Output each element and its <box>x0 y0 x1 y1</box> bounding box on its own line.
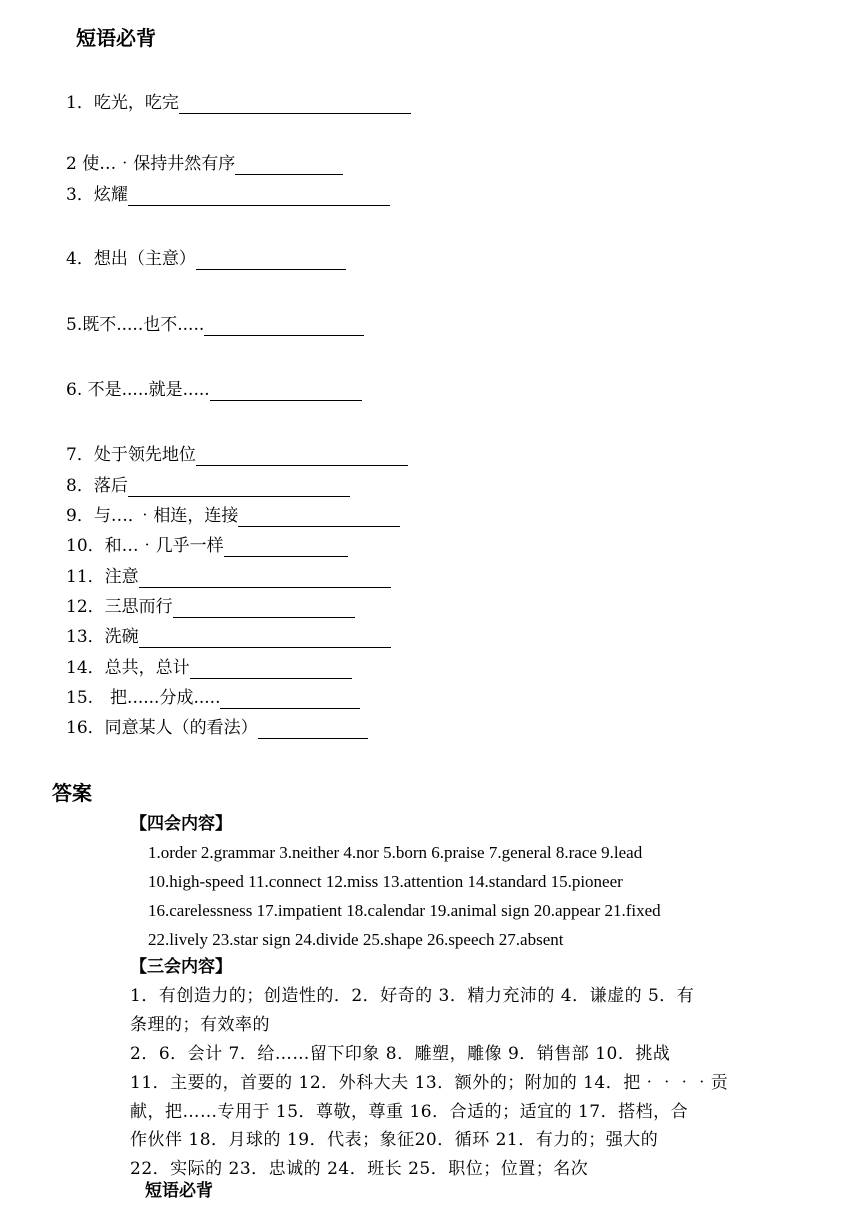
answer-blank[interactable] <box>128 187 390 206</box>
answers-heading: 答案 <box>52 781 92 805</box>
question-item <box>66 596 355 618</box>
answer-line: 11．主要的，首要的 12．外科大夫 13．额外的；附加的 14．把‧‧‧‧贡 <box>130 1073 729 1093</box>
answer-blank[interactable] <box>139 569 391 588</box>
answer-line: 10.high-speed 11.connect 12.miss 13.attention 14.standard 15.pioneer <box>148 872 623 891</box>
question-label: 7．处于领先地位 <box>66 445 196 465</box>
answer-line: 条理的；有效率的 <box>130 1015 270 1035</box>
question-label: 1．吃光，吃完 <box>66 93 179 113</box>
question-item <box>66 717 368 739</box>
answer-line: 22.lively 23.star sign 24.divide 25.shape 26.speech 27.absent <box>148 930 564 949</box>
question-item <box>66 153 343 175</box>
question-label: 2 使…‧保持井然有序 <box>66 154 236 174</box>
question-item <box>66 379 362 401</box>
answer-blank[interactable] <box>204 317 364 336</box>
section-title-three-skills: 【三会内容】 <box>130 957 232 977</box>
answer-blank[interactable] <box>196 447 408 466</box>
answer-line: 22．实际的 23．忠诚的 24．班长 25．职位；位置；名次 <box>130 1159 589 1179</box>
question-label: 13．洗碗 <box>66 627 139 647</box>
question-label: 8．落后 <box>66 476 128 496</box>
answer-blank[interactable] <box>220 690 360 709</box>
question-label: 11．注意 <box>66 567 139 587</box>
footer-title: 短语必背 <box>145 1181 213 1201</box>
answer-blank[interactable] <box>238 508 400 527</box>
question-label: 6. 不是.....就是..... <box>66 380 210 400</box>
question-item <box>66 475 350 497</box>
answer-line: 16.carelessness 17.impatient 18.calendar 19.animal sign 20.appear 21.fixed <box>148 901 661 920</box>
answer-line: 2．6．会计 7．给……留下印象 8．雕塑，雕像 9．销售部 10．挑战 <box>130 1044 671 1064</box>
question-label: 14．总共，总计 <box>66 658 190 678</box>
answer-blank[interactable] <box>258 720 368 739</box>
question-label: 12．三思而行 <box>66 597 173 617</box>
question-item <box>66 314 364 336</box>
answer-line: 献，把……专用于 15．尊敬，尊重 16．合适的；适宜的 17．搭档，合 <box>130 1102 689 1122</box>
question-item <box>66 535 348 557</box>
answer-blank[interactable] <box>224 538 348 557</box>
question-item <box>66 184 390 206</box>
answer-blank[interactable] <box>173 599 355 618</box>
question-label: 4．想出（主意） <box>66 249 196 269</box>
question-label: 5.既不.....也不..... <box>66 315 205 335</box>
question-item <box>66 92 411 114</box>
answer-blank[interactable] <box>190 660 352 679</box>
answer-blank[interactable] <box>139 629 391 648</box>
answer-line: 1．有创造力的；创造性的．2．好奇的 3．精力充沛的 4．谦虚的 5．有 <box>130 986 695 1006</box>
section-title-four-skills: 【四会内容】 <box>130 814 232 834</box>
question-label: 16．同意某人（的看法） <box>66 718 258 738</box>
question-item <box>66 505 400 527</box>
question-item <box>66 444 408 466</box>
answer-line: 作伙伴 18．月球的 19．代表；象征20．循环 21．有力的；强大的 <box>130 1130 659 1150</box>
question-label: 15. 把......分成..... <box>66 688 221 708</box>
question-label: 10．和…‧几乎一样 <box>66 536 224 556</box>
answer-blank[interactable] <box>179 95 411 114</box>
answer-blank[interactable] <box>210 382 362 401</box>
question-item <box>66 687 360 709</box>
question-item <box>66 626 391 648</box>
answer-blank[interactable] <box>235 156 343 175</box>
answer-blank[interactable] <box>128 478 350 497</box>
question-item <box>66 248 346 270</box>
question-item <box>66 566 391 588</box>
question-item <box>66 657 352 679</box>
question-label: 9．与…．‧相连，连接 <box>66 506 239 526</box>
answer-line: 1.order 2.grammar 3.neither 4.nor 5.born 6.praise 7.general 8.race 9.lead <box>148 843 643 862</box>
page-title: 短语必背 <box>76 26 156 50</box>
answer-blank[interactable] <box>196 251 346 270</box>
question-label: 3．炫耀 <box>66 185 128 205</box>
